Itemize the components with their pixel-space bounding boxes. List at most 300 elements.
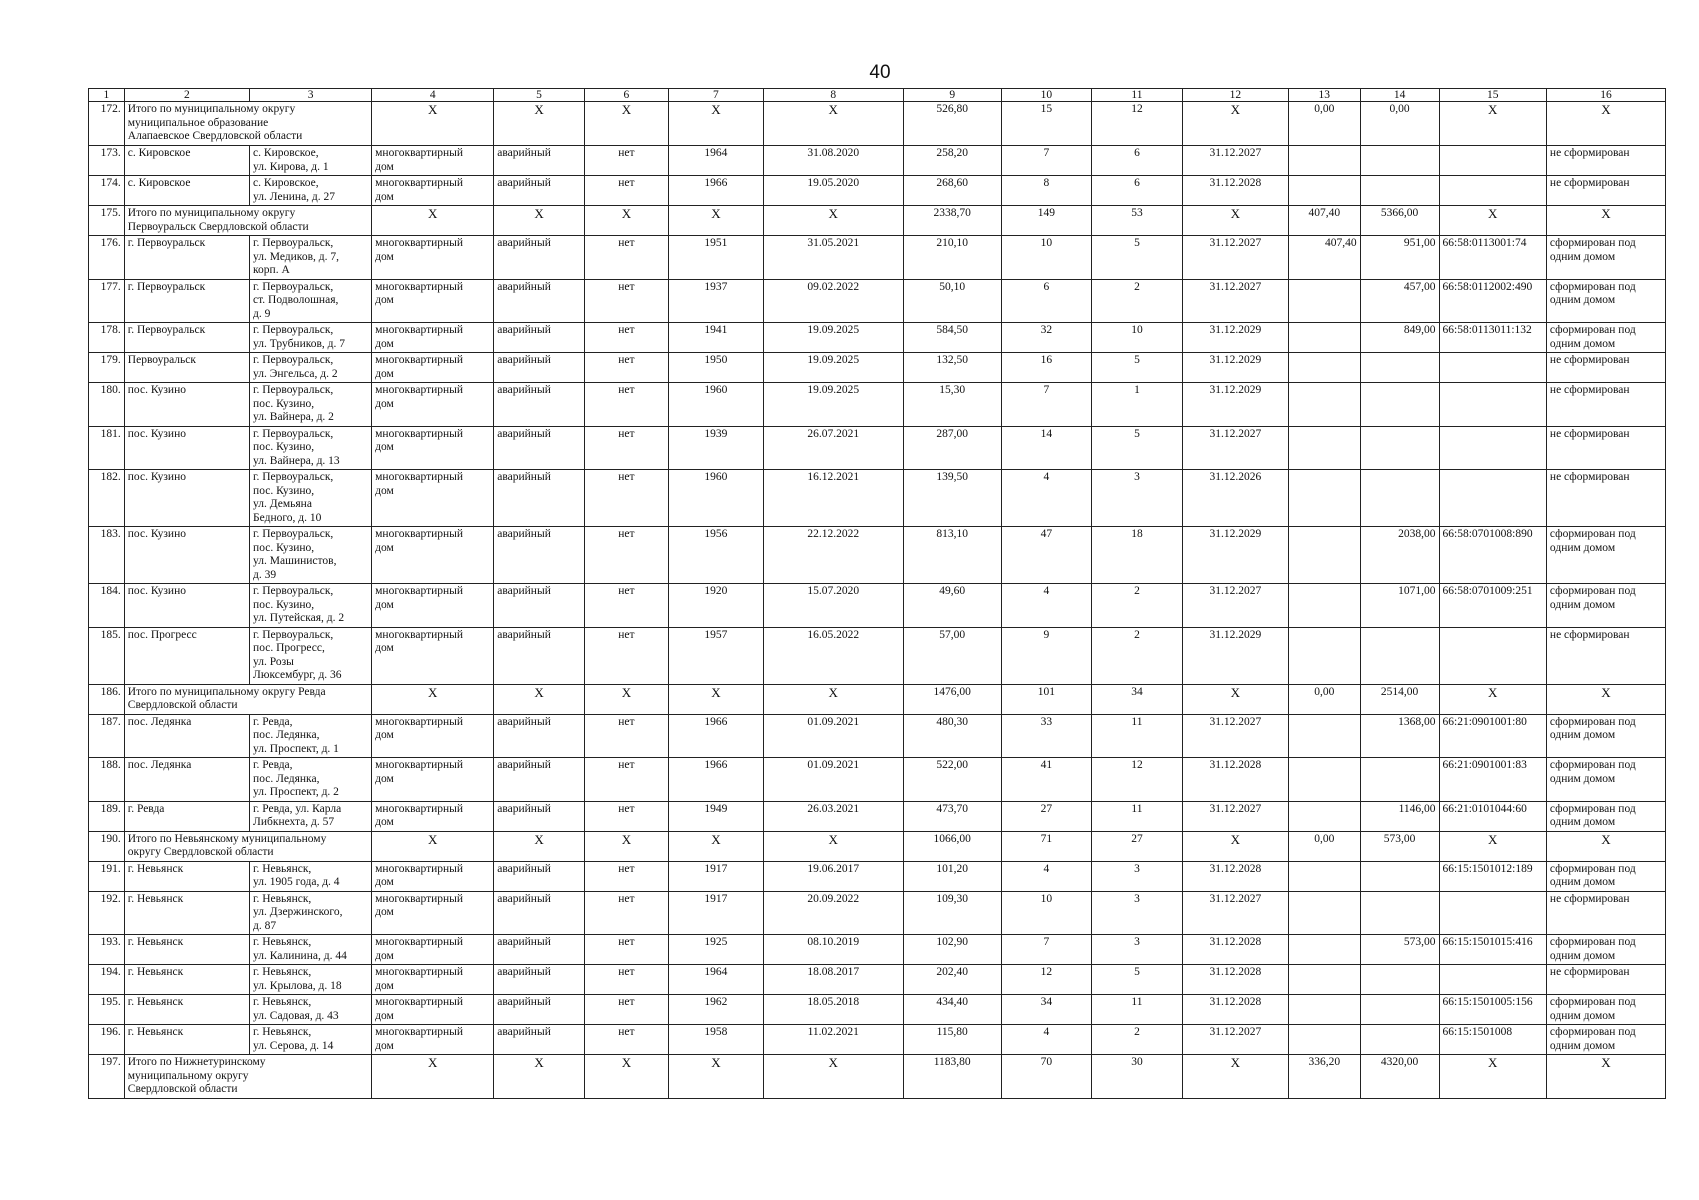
apartments-cell: 5 xyxy=(1092,236,1183,280)
area-cell: 1066,00 xyxy=(903,831,1001,861)
date-cell: 09.02.2022 xyxy=(763,279,903,323)
condition-cell: аварийный xyxy=(494,935,585,965)
address-cell: г. Невьянск, ул. Крылова, д. 18 xyxy=(250,965,372,995)
residents-cell: 32 xyxy=(1001,323,1092,353)
cadastral-number-cell xyxy=(1439,627,1546,684)
value-cell xyxy=(1289,353,1361,383)
not-applicable-cell: X xyxy=(1439,1055,1546,1099)
building-type-cell: многоквартирный дом xyxy=(372,323,494,353)
address-cell: г. Первоуральск, ст. Подволошная, д. 9 xyxy=(250,279,372,323)
cadastral-number-cell xyxy=(1439,965,1546,995)
land-area-cell xyxy=(1360,758,1439,802)
cadastral-number-cell xyxy=(1439,470,1546,527)
date-cell: 15.07.2020 xyxy=(763,584,903,628)
apartments-cell: 53 xyxy=(1092,206,1183,236)
not-applicable-cell: X xyxy=(763,684,903,714)
date-cell: 11.02.2021 xyxy=(763,1025,903,1055)
apartments-cell: 12 xyxy=(1092,102,1183,146)
residents-cell: 6 xyxy=(1001,279,1092,323)
page-number: 40 xyxy=(869,62,891,83)
land-area-cell: 849,00 xyxy=(1360,323,1439,353)
year-cell: 1949 xyxy=(669,801,764,831)
value-cell: 0,00 xyxy=(1289,102,1361,146)
land-area-cell: 573,00 xyxy=(1360,935,1439,965)
building-type-cell: многоквартирный дом xyxy=(372,236,494,280)
apartments-cell: 34 xyxy=(1092,684,1183,714)
area-cell: 1183,80 xyxy=(903,1055,1001,1099)
table-row xyxy=(89,527,1666,584)
not-applicable-cell: X xyxy=(1546,1055,1665,1099)
flag-cell: нет xyxy=(584,891,668,935)
year-cell: 1957 xyxy=(669,627,764,684)
address-cell: с. Кировское, ул. Кирова, д. 1 xyxy=(250,146,372,176)
not-applicable-cell: X xyxy=(763,102,903,146)
value-cell xyxy=(1289,758,1361,802)
flag-cell: нет xyxy=(584,1025,668,1055)
flag-cell: нет xyxy=(584,236,668,280)
row-number-cell: 176. xyxy=(89,236,125,280)
residents-cell: 33 xyxy=(1001,714,1092,758)
not-applicable-cell: X xyxy=(1182,102,1288,146)
deadline-cell: 31.12.2028 xyxy=(1182,935,1288,965)
table-row xyxy=(89,935,1666,965)
address-cell: г. Невьянск, ул. Серова, д. 14 xyxy=(250,1025,372,1055)
value-cell xyxy=(1289,861,1361,891)
date-cell: 22.12.2022 xyxy=(763,527,903,584)
area-cell: 1476,00 xyxy=(903,684,1001,714)
date-cell: 16.12.2021 xyxy=(763,470,903,527)
settlement-cell: пос. Ледянка xyxy=(124,714,249,758)
deadline-cell: 31.12.2029 xyxy=(1182,627,1288,684)
apartments-cell: 30 xyxy=(1092,1055,1183,1099)
value-cell: 336,20 xyxy=(1289,1055,1361,1099)
column-number: 7 xyxy=(669,89,764,102)
row-number-cell: 183. xyxy=(89,527,125,584)
land-area-cell xyxy=(1360,176,1439,206)
deadline-cell: 31.12.2028 xyxy=(1182,995,1288,1025)
not-applicable-cell: X xyxy=(584,831,668,861)
settlement-cell: г. Невьянск xyxy=(124,995,249,1025)
residents-cell: 101 xyxy=(1001,684,1092,714)
value-cell xyxy=(1289,279,1361,323)
subtotal-row xyxy=(89,206,1666,236)
date-cell: 31.08.2020 xyxy=(763,146,903,176)
row-number-cell: 178. xyxy=(89,323,125,353)
condition-cell: аварийный xyxy=(494,801,585,831)
address-cell: г. Первоуральск, пос. Кузино, ул. Вайнера, д. 2 xyxy=(250,383,372,427)
date-cell: 19.09.2025 xyxy=(763,353,903,383)
cadastral-number-cell: 66:58:0113001:74 xyxy=(1439,236,1546,280)
value-cell xyxy=(1289,965,1361,995)
address-cell: г. Ревда, пос. Ледянка, ул. Проспект, д. 1 xyxy=(250,714,372,758)
table-row xyxy=(89,965,1666,995)
address-cell: г. Первоуральск, пос. Кузино, ул. Путейская, д. 2 xyxy=(250,584,372,628)
not-applicable-cell: X xyxy=(584,102,668,146)
not-applicable-cell: X xyxy=(372,684,494,714)
row-number-cell: 174. xyxy=(89,176,125,206)
deadline-cell: 31.12.2027 xyxy=(1182,146,1288,176)
column-number: 13 xyxy=(1289,89,1361,102)
year-cell: 1937 xyxy=(669,279,764,323)
area-cell: 15,30 xyxy=(903,383,1001,427)
cadastral-number-cell: 66:21:0901001:80 xyxy=(1439,714,1546,758)
year-cell: 1917 xyxy=(669,891,764,935)
settlement-cell: пос. Ледянка xyxy=(124,758,249,802)
row-number-cell: 191. xyxy=(89,861,125,891)
not-applicable-cell: X xyxy=(1546,102,1665,146)
land-area-cell: 1368,00 xyxy=(1360,714,1439,758)
date-cell: 08.10.2019 xyxy=(763,935,903,965)
not-applicable-cell: X xyxy=(1439,684,1546,714)
area-cell: 813,10 xyxy=(903,527,1001,584)
year-cell: 1941 xyxy=(669,323,764,353)
building-type-cell: многоквартирный дом xyxy=(372,146,494,176)
row-number-cell: 182. xyxy=(89,470,125,527)
deadline-cell: 31.12.2027 xyxy=(1182,714,1288,758)
cadastral-number-cell: 66:21:0101044:60 xyxy=(1439,801,1546,831)
apartments-cell: 3 xyxy=(1092,861,1183,891)
condition-cell: аварийный xyxy=(494,426,585,470)
value-cell xyxy=(1289,527,1361,584)
address-cell: г. Невьянск, ул. 1905 года, д. 4 xyxy=(250,861,372,891)
not-applicable-cell: X xyxy=(1182,684,1288,714)
date-cell: 01.09.2021 xyxy=(763,758,903,802)
table-row xyxy=(89,758,1666,802)
column-number: 4 xyxy=(372,89,494,102)
value-cell xyxy=(1289,176,1361,206)
table-row xyxy=(89,627,1666,684)
row-number-cell: 188. xyxy=(89,758,125,802)
table-row xyxy=(89,323,1666,353)
land-status-cell: сформирован под одним домом xyxy=(1546,584,1665,628)
apartments-cell: 11 xyxy=(1092,801,1183,831)
land-status-cell: сформирован под одним домом xyxy=(1546,527,1665,584)
not-applicable-cell: X xyxy=(763,206,903,236)
building-type-cell: многоквартирный дом xyxy=(372,861,494,891)
condition-cell: аварийный xyxy=(494,527,585,584)
table-row xyxy=(89,383,1666,427)
not-applicable-cell: X xyxy=(763,1055,903,1099)
residents-cell: 41 xyxy=(1001,758,1092,802)
year-cell: 1966 xyxy=(669,758,764,802)
settlement-cell: с. Кировское xyxy=(124,146,249,176)
settlement-cell: с. Кировское xyxy=(124,176,249,206)
address-cell: г. Первоуральск, пос. Кузино, ул. Демьяна Бедного, д. 10 xyxy=(250,470,372,527)
cadastral-number-cell xyxy=(1439,383,1546,427)
table-row xyxy=(89,801,1666,831)
deadline-cell: 31.12.2027 xyxy=(1182,584,1288,628)
area-cell: 473,70 xyxy=(903,801,1001,831)
area-cell: 258,20 xyxy=(903,146,1001,176)
flag-cell: нет xyxy=(584,470,668,527)
column-number: 5 xyxy=(494,89,585,102)
area-cell: 49,60 xyxy=(903,584,1001,628)
building-type-cell: многоквартирный дом xyxy=(372,353,494,383)
area-cell: 139,50 xyxy=(903,470,1001,527)
date-cell: 18.08.2017 xyxy=(763,965,903,995)
table-row xyxy=(89,470,1666,527)
land-status-cell: сформирован под одним домом xyxy=(1546,1025,1665,1055)
value-cell: 407,40 xyxy=(1289,206,1361,236)
building-type-cell: многоквартирный дом xyxy=(372,758,494,802)
settlement-cell: г. Невьянск xyxy=(124,935,249,965)
land-status-cell: сформирован под одним домом xyxy=(1546,801,1665,831)
flag-cell: нет xyxy=(584,801,668,831)
address-cell: г. Первоуральск, пос. Прогресс, ул. Розы Люксембург, д. 36 xyxy=(250,627,372,684)
year-cell: 1925 xyxy=(669,935,764,965)
column-number: 10 xyxy=(1001,89,1092,102)
row-number-cell: 196. xyxy=(89,1025,125,1055)
flag-cell: нет xyxy=(584,279,668,323)
apartments-cell: 5 xyxy=(1092,426,1183,470)
building-type-cell: многоквартирный дом xyxy=(372,935,494,965)
apartments-cell: 3 xyxy=(1092,891,1183,935)
year-cell: 1962 xyxy=(669,995,764,1025)
apartments-cell: 2 xyxy=(1092,627,1183,684)
condition-cell: аварийный xyxy=(494,176,585,206)
year-cell: 1939 xyxy=(669,426,764,470)
apartments-cell: 3 xyxy=(1092,470,1183,527)
building-type-cell: многоквартирный дом xyxy=(372,995,494,1025)
flag-cell: нет xyxy=(584,627,668,684)
not-applicable-cell: X xyxy=(669,831,764,861)
area-cell: 480,30 xyxy=(903,714,1001,758)
settlement-cell: г. Первоуральск xyxy=(124,236,249,280)
subtotal-row xyxy=(89,102,1666,146)
residents-cell: 4 xyxy=(1001,584,1092,628)
deadline-cell: 31.12.2027 xyxy=(1182,801,1288,831)
value-cell: 407,40 xyxy=(1289,236,1361,280)
value-cell xyxy=(1289,470,1361,527)
apartments-cell: 10 xyxy=(1092,323,1183,353)
apartments-cell: 2 xyxy=(1092,584,1183,628)
condition-cell: аварийный xyxy=(494,353,585,383)
row-number-cell: 181. xyxy=(89,426,125,470)
row-number-cell: 190. xyxy=(89,831,125,861)
address-cell: г. Ревда, пос. Ледянка, ул. Проспект, д. 2 xyxy=(250,758,372,802)
settlement-cell: пос. Кузино xyxy=(124,383,249,427)
column-number: 9 xyxy=(903,89,1001,102)
address-cell: г. Первоуральск, ул. Трубников, д. 7 xyxy=(250,323,372,353)
subtotal-label-cell: Итого по муниципальному округу муниципальное образование Алапаевское Свердловской области xyxy=(124,102,371,146)
condition-cell: аварийный xyxy=(494,965,585,995)
land-area-cell: 4320,00 xyxy=(1360,1055,1439,1099)
not-applicable-cell: X xyxy=(669,206,764,236)
cadastral-number-cell xyxy=(1439,426,1546,470)
column-number-row xyxy=(89,89,1666,102)
date-cell: 16.05.2022 xyxy=(763,627,903,684)
cadastral-number-cell: 66:15:1501012:189 xyxy=(1439,861,1546,891)
flag-cell: нет xyxy=(584,714,668,758)
flag-cell: нет xyxy=(584,146,668,176)
land-status-cell: не сформирован xyxy=(1546,891,1665,935)
subtotal-label-cell: Итого по Нижнетуринскому муниципальному округу Свердловской области xyxy=(124,1055,371,1099)
building-type-cell: многоквартирный дом xyxy=(372,426,494,470)
housing-register-table xyxy=(88,88,1666,1099)
flag-cell: нет xyxy=(584,758,668,802)
residents-cell: 27 xyxy=(1001,801,1092,831)
condition-cell: аварийный xyxy=(494,627,585,684)
land-status-cell: сформирован под одним домом xyxy=(1546,935,1665,965)
apartments-cell: 18 xyxy=(1092,527,1183,584)
land-area-cell xyxy=(1360,1025,1439,1055)
deadline-cell: 31.12.2028 xyxy=(1182,758,1288,802)
row-number-cell: 195. xyxy=(89,995,125,1025)
table-row xyxy=(89,279,1666,323)
area-cell: 57,00 xyxy=(903,627,1001,684)
residents-cell: 12 xyxy=(1001,965,1092,995)
value-cell xyxy=(1289,146,1361,176)
land-status-cell: не сформирован xyxy=(1546,965,1665,995)
area-cell: 434,40 xyxy=(903,995,1001,1025)
table-row xyxy=(89,146,1666,176)
value-cell xyxy=(1289,1025,1361,1055)
building-type-cell: многоквартирный дом xyxy=(372,383,494,427)
table-row xyxy=(89,891,1666,935)
land-status-cell: сформирован под одним домом xyxy=(1546,236,1665,280)
area-cell: 522,00 xyxy=(903,758,1001,802)
not-applicable-cell: X xyxy=(584,1055,668,1099)
row-number-cell: 173. xyxy=(89,146,125,176)
settlement-cell: пос. Кузино xyxy=(124,470,249,527)
flag-cell: нет xyxy=(584,995,668,1025)
area-cell: 202,40 xyxy=(903,965,1001,995)
building-type-cell: многоквартирный дом xyxy=(372,176,494,206)
apartments-cell: 1 xyxy=(1092,383,1183,427)
land-status-cell: сформирован под одним домом xyxy=(1546,323,1665,353)
table-row xyxy=(89,714,1666,758)
area-cell: 50,10 xyxy=(903,279,1001,323)
cadastral-number-cell: 66:21:0901001:83 xyxy=(1439,758,1546,802)
flag-cell: нет xyxy=(584,176,668,206)
land-status-cell: сформирован под одним домом xyxy=(1546,279,1665,323)
area-cell: 101,20 xyxy=(903,861,1001,891)
row-number-cell: 187. xyxy=(89,714,125,758)
area-cell: 584,50 xyxy=(903,323,1001,353)
table-row xyxy=(89,236,1666,280)
building-type-cell: многоквартирный дом xyxy=(372,801,494,831)
land-status-cell: сформирован под одним домом xyxy=(1546,714,1665,758)
flag-cell: нет xyxy=(584,323,668,353)
apartments-cell: 3 xyxy=(1092,935,1183,965)
value-cell xyxy=(1289,801,1361,831)
address-cell: г. Первоуральск, пос. Кузино, ул. Машинистов, д. 39 xyxy=(250,527,372,584)
not-applicable-cell: X xyxy=(494,102,585,146)
apartments-cell: 27 xyxy=(1092,831,1183,861)
settlement-cell: пос. Кузино xyxy=(124,426,249,470)
deadline-cell: 31.12.2028 xyxy=(1182,176,1288,206)
land-status-cell: не сформирован xyxy=(1546,146,1665,176)
flag-cell: нет xyxy=(584,426,668,470)
cadastral-number-cell xyxy=(1439,146,1546,176)
land-area-cell xyxy=(1360,995,1439,1025)
condition-cell: аварийный xyxy=(494,891,585,935)
year-cell: 1956 xyxy=(669,527,764,584)
date-cell: 26.07.2021 xyxy=(763,426,903,470)
subtotal-label-cell: Итого по муниципальному округу Ревда Свердловской области xyxy=(124,684,371,714)
year-cell: 1964 xyxy=(669,965,764,995)
value-cell xyxy=(1289,714,1361,758)
apartments-cell: 6 xyxy=(1092,176,1183,206)
table-row xyxy=(89,995,1666,1025)
table-row xyxy=(89,176,1666,206)
not-applicable-cell: X xyxy=(763,831,903,861)
cadastral-number-cell: 66:15:1501008 xyxy=(1439,1025,1546,1055)
not-applicable-cell: X xyxy=(494,684,585,714)
deadline-cell: 31.12.2027 xyxy=(1182,426,1288,470)
date-cell: 19.09.2025 xyxy=(763,323,903,353)
condition-cell: аварийный xyxy=(494,758,585,802)
not-applicable-cell: X xyxy=(584,206,668,236)
year-cell: 1960 xyxy=(669,470,764,527)
land-status-cell: не сформирован xyxy=(1546,426,1665,470)
date-cell: 31.05.2021 xyxy=(763,236,903,280)
area-cell: 287,00 xyxy=(903,426,1001,470)
land-area-cell xyxy=(1360,470,1439,527)
land-status-cell: сформирован под одним домом xyxy=(1546,995,1665,1025)
land-area-cell: 5366,00 xyxy=(1360,206,1439,236)
column-number: 11 xyxy=(1092,89,1183,102)
column-number: 15 xyxy=(1439,89,1546,102)
settlement-cell: г. Невьянск xyxy=(124,965,249,995)
area-cell: 2338,70 xyxy=(903,206,1001,236)
residents-cell: 14 xyxy=(1001,426,1092,470)
row-number-cell: 193. xyxy=(89,935,125,965)
cadastral-number-cell: 66:58:0113011:132 xyxy=(1439,323,1546,353)
flag-cell: нет xyxy=(584,383,668,427)
deadline-cell: 31.12.2029 xyxy=(1182,353,1288,383)
row-number-cell: 179. xyxy=(89,353,125,383)
not-applicable-cell: X xyxy=(1546,206,1665,236)
cadastral-number-cell: 66:15:1501015:416 xyxy=(1439,935,1546,965)
settlement-cell: пос. Кузино xyxy=(124,584,249,628)
area-cell: 132,50 xyxy=(903,353,1001,383)
row-number-cell: 189. xyxy=(89,801,125,831)
land-status-cell: сформирован под одним домом xyxy=(1546,758,1665,802)
not-applicable-cell: X xyxy=(494,206,585,236)
year-cell: 1964 xyxy=(669,146,764,176)
land-area-cell: 1146,00 xyxy=(1360,801,1439,831)
not-applicable-cell: X xyxy=(1439,831,1546,861)
not-applicable-cell: X xyxy=(1439,206,1546,236)
land-status-cell: не сформирован xyxy=(1546,176,1665,206)
land-area-cell xyxy=(1360,891,1439,935)
flag-cell: нет xyxy=(584,527,668,584)
land-status-cell: не сформирован xyxy=(1546,383,1665,427)
table-row xyxy=(89,584,1666,628)
residents-cell: 10 xyxy=(1001,236,1092,280)
condition-cell: аварийный xyxy=(494,584,585,628)
condition-cell: аварийный xyxy=(494,1025,585,1055)
deadline-cell: 31.12.2029 xyxy=(1182,383,1288,427)
area-cell: 210,10 xyxy=(903,236,1001,280)
deadline-cell: 31.12.2026 xyxy=(1182,470,1288,527)
land-area-cell: 951,00 xyxy=(1360,236,1439,280)
row-number-cell: 197. xyxy=(89,1055,125,1099)
cadastral-number-cell xyxy=(1439,353,1546,383)
residents-cell: 4 xyxy=(1001,1025,1092,1055)
not-applicable-cell: X xyxy=(1439,102,1546,146)
flag-cell: нет xyxy=(584,965,668,995)
not-applicable-cell: X xyxy=(1182,206,1288,236)
residents-cell: 8 xyxy=(1001,176,1092,206)
value-cell xyxy=(1289,627,1361,684)
year-cell: 1950 xyxy=(669,353,764,383)
not-applicable-cell: X xyxy=(669,684,764,714)
residents-cell: 9 xyxy=(1001,627,1092,684)
apartments-cell: 6 xyxy=(1092,146,1183,176)
date-cell: 19.06.2017 xyxy=(763,861,903,891)
